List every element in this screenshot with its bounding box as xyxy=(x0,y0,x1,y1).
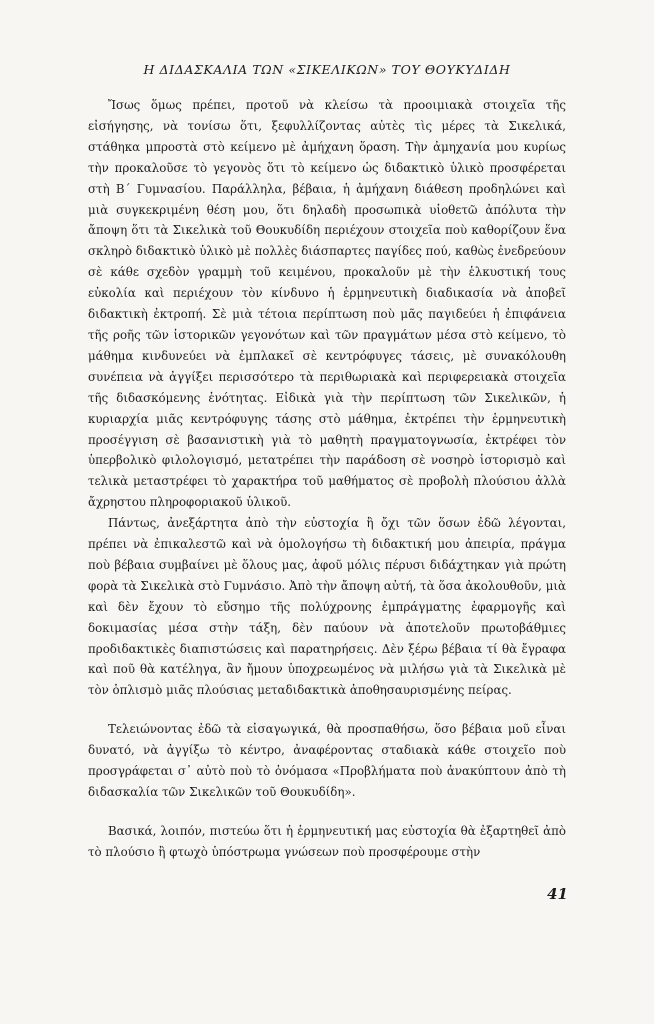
paragraph-3: Τελειώνοντας ἐδῶ τὰ εἰσαγωγικά, θὰ προσπαθήσω, ὅσο βέβαια μοῦ εἶναι δυνατό, νὰ ἀγγίξω τὸ κέντρο, ἀναφέροντας σταδιακὰ κάθε στοιχεῖο ποὺ προσγράφεται σ᾽ αὐτὸ ποὺ τὸ ὀνόμασα «Προβλήματα ποὺ ἀνακύπτουν ἀπὸ τὴ διδασκαλία τῶν Σικελικῶν τοῦ Θουκυδίδη». xyxy=(88,722,566,799)
paragraph-1: Ἴσως ὅμως πρέπει, προτοῦ νὰ κλείσω τὰ προοιμιακὰ στοιχεῖα τῆς εἰσήγησης, νὰ τονίσω ὅτι, ξεφυλλίζοντας αὐτὲς τὶς μέρες τὰ Σικελικά, στάθηκα μπροστὰ στὸ κείμενο μὲ ἀμήχανη ὅραση. Τὴν ἀμηχανία μου κυρίως τὴν προκαλοῦσε τὸ γεγονὸς ὅτι τὸ κείμενο ὡς διδακτικὸ ὑλικὸ προσφέρεται στὴ Β΄ Γυμνασίου. Παράλληλα, βέβαια, ἡ ἀμήχανη διάθεση προδηλώνει καὶ μιὰ συγκεκριμένη θέση μου, ὅτι δηλαδὴ προσωπικὰ υἱοθετῶ ἀπόλυτα τὴν ἄποψη ὅτι τὰ Σικελικὰ τοῦ Θουκυδίδη περιέχουν στοιχεῖα ποὺ καθορίζουν ἕνα σκληρὸ διδακτικὸ ὑλικὸ μὲ πολλὲς διάσπαρτες παγίδες πού, καθὼς ἐνεδρεύουν σὲ κάθε σχεδὸν γραμμὴ τοῦ κειμένου, προκαλοῦν μὲ τὴν ἑλκυστική τους εὐκολία καὶ περιέχουν τὸν κίνδυνο ἡ ἑρμηνευτικὴ διαδικασία νὰ ἀποβεῖ διδακτικὴ ἐκτροπή. Σὲ μιὰ τέτοια περίπτωση ποὺ μᾶς παγιδεύει ἡ ἐπιφάνεια τῆς ροῆς τῶν ἱστορικῶν γεγονότων καὶ τῶν πραγμάτων μέσα στὸ κείμενο, τὸ μάθημα κινδυνεύει νὰ ἐμπλακεῖ σὲ κεντρόφυγες τάσεις, μὲ συνακόλουθη συνέπεια νὰ ἀγγίξει περισσότερο τὰ περιθωριακὰ καὶ περιφερειακὰ στοιχεῖα τῆς διδασκόμενης ἑνότητας. Εἰδικὰ γιὰ τὴν περίπτωση τῶν Σικελικῶν, ἡ κυριαρχία μιᾶς κεντρόφυγης τάσης στὸ μάθημα, ἐκτρέπει τὴν ἑρμηνευτικὴ προσέγγιση σὲ βασανιστικὴ γιὰ τὸ μαθητὴ πραγματογνωσία, ἐκτρέφει τὸν ὑπερβολικὸ φιλολογισμό, μετατρέπει τὴν παράδοση σὲ νοσηρὸ ἱστορισμὸ καὶ τελικὰ μεταστρέφει τὸ χαρακτήρα τοῦ μαθήματος σὲ προβολὴ πλούσιου ἀλλὰ ἄχρηστου πληροφοριακοῦ ὑλικοῦ. xyxy=(88,98,566,510)
running-head: Η ΔΙΔΑΣΚΑΛΙΑ ΤΩΝ «ΣΙΚΕΛΙΚΩΝ» ΤΟΥ ΘΟΥΚΥΔΙΔΗ xyxy=(143,62,511,77)
body-text xyxy=(88,95,566,863)
paragraph-2: Πάντως, ἀνεξάρτητα ἀπὸ τὴν εὐστοχία ἢ ὄχι τῶν ὅσων ἐδῶ λέγονται, πρέπει νὰ ἐπικαλεστῶ καὶ νὰ ὁμολογήσω τὴ διδακτική μου ἀπειρία, πράγμα ποὺ βέβαια συμβαίνει μὲ ὅλους μας, ἀφοῦ μόλις πέρυσι διδάχτηκαν γιὰ πρώτη φορὰ τὰ Σικελικὰ στὸ Γυμνάσιο. Ἀπὸ τὴν ἄποψη αὐτή, τὰ ὅσα ἀκολουθοῦν, μιὰ καὶ δὲν ἔχουν τὸ εὔσημο τῆς πολύχρονης ἐμπράγματης ἐφαρμογῆς καὶ δοκιμασίας μέσα στὴν τάξη, δὲν παύουν νὰ ἀποτελοῦν πρωτοβάθμιες προδιδακτικὲς διαπιστώσεις καὶ παρατηρήσεις. Δὲν ξέρω βέβαια τί θὰ ἔγραφα καὶ ποῦ θὰ κατέληγα, ἂν ἤμουν ὑποχρεωμένος νὰ μιλήσω γιὰ τὰ Σικελικὰ μὲ τὸν ὁπλισμὸ μιᾶς πλούσιας μεταδιδακτικὰ ἀποθησαυρισμένης πείρας. xyxy=(88,516,566,698)
paragraph-4: Βασικά, λοιπόν, πιστεύω ὅτι ἡ ἑρμηνευτική μας εὐστοχία θὰ ἐξαρτηθεῖ ἀπὸ τὸ πλούσιο ἢ φτωχὸ ὑπόστρωμα γνώσεων ποὺ προσφέρουμε στὴν xyxy=(88,823,566,859)
page-number: 41 xyxy=(547,885,568,903)
